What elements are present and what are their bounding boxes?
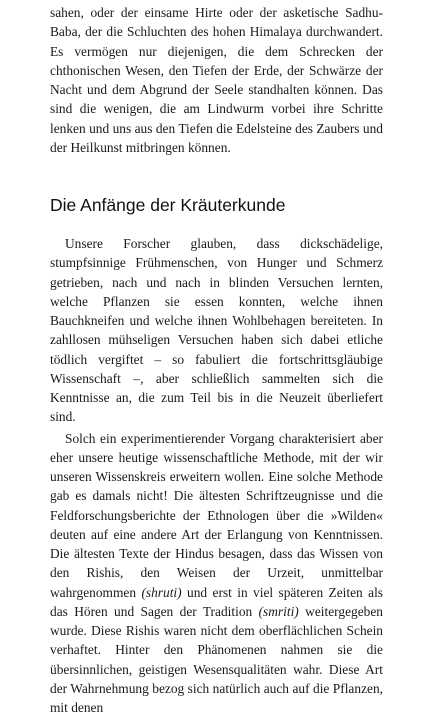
term-smriti: (smriti)	[259, 604, 299, 619]
section-heading: Die Anfänge der Kräuterkunde	[50, 193, 383, 217]
intro-paragraph: sahen, oder der einsame Hirte oder der asketische Sadhu-Baba, der die Schluchten des hohen Himalaya durchwandert. Es vermögen nur diejenigen, die dem Schrecken der chthonischen Wesen, den Tiefen der Erde, der Schwärze der Nacht und dem Abgrund der Seele standhalten können. Das sind die wenigen, die am Lindwurm vorbei ihre Schritte lenken und uns aus den Tiefen die Edelsteine des Zaubers und der Heilkunst mitbringen können.	[50, 3, 383, 157]
paragraph-2-text-part-3: weitergegeben wurde. Diese Rishis waren nicht dem oberflächlichen Schein verhaftet. Hinter den Phänomenen nahmen sie die übersinnlichen, geistigen Wesensqualitäten wahr. Diese Art der Wahrnehmung bezog sich natürlich auch auf die Pflanzen, mit denen	[50, 604, 383, 715]
body-paragraph-2	[50, 429, 383, 717]
paragraph-2-text-part-1: Solch ein experimentierender Vorgang charakterisiert aber eher unsere heutige wissenschaftliche Methode, mit der wir unseren Wissenskreis erweitern wollen. Eine solche Methode gab es damals nicht! Die ältesten Schriftzeugnisse und die Feldforschungsberichte der Ethnologen über die »Wilden« deuten auf eine andere Art der Erlangung von Kenntnissen. Die ältesten Texte der Hindus besagen, dass das Wissen von den Rishis, den Weisen der Urzeit, unmittelbar wahrgenommen	[50, 431, 383, 600]
term-shruti: (shruti)	[141, 585, 181, 600]
paragraph-2-text-part-2: und erst in viel späteren Zeiten als das Hören und Sagen der Tradition	[50, 585, 383, 619]
body-paragraph-1: Unsere Forscher glauben, dass dickschädelige, stumpfsinnige Frühmenschen, von Hunger und Schmerz getrieben, nach und nach in blinden Versuchen lernten, welche Pflanzen sie essen konnten, welche ihnen Bauchkneifen und welche ihnen Wohlbehagen bereiteten. In zahllosen mühseligen Versuchen haben sich dabei etliche tödlich vergiftet – so fabuliert die fortschrittsgläubige Wissenschaft –, aber schließlich sammelten sich die Kenntnisse an, die zum Teil bis in die Neuzeit überliefert sind.	[50, 234, 383, 427]
book-page	[50, 3, 383, 717]
